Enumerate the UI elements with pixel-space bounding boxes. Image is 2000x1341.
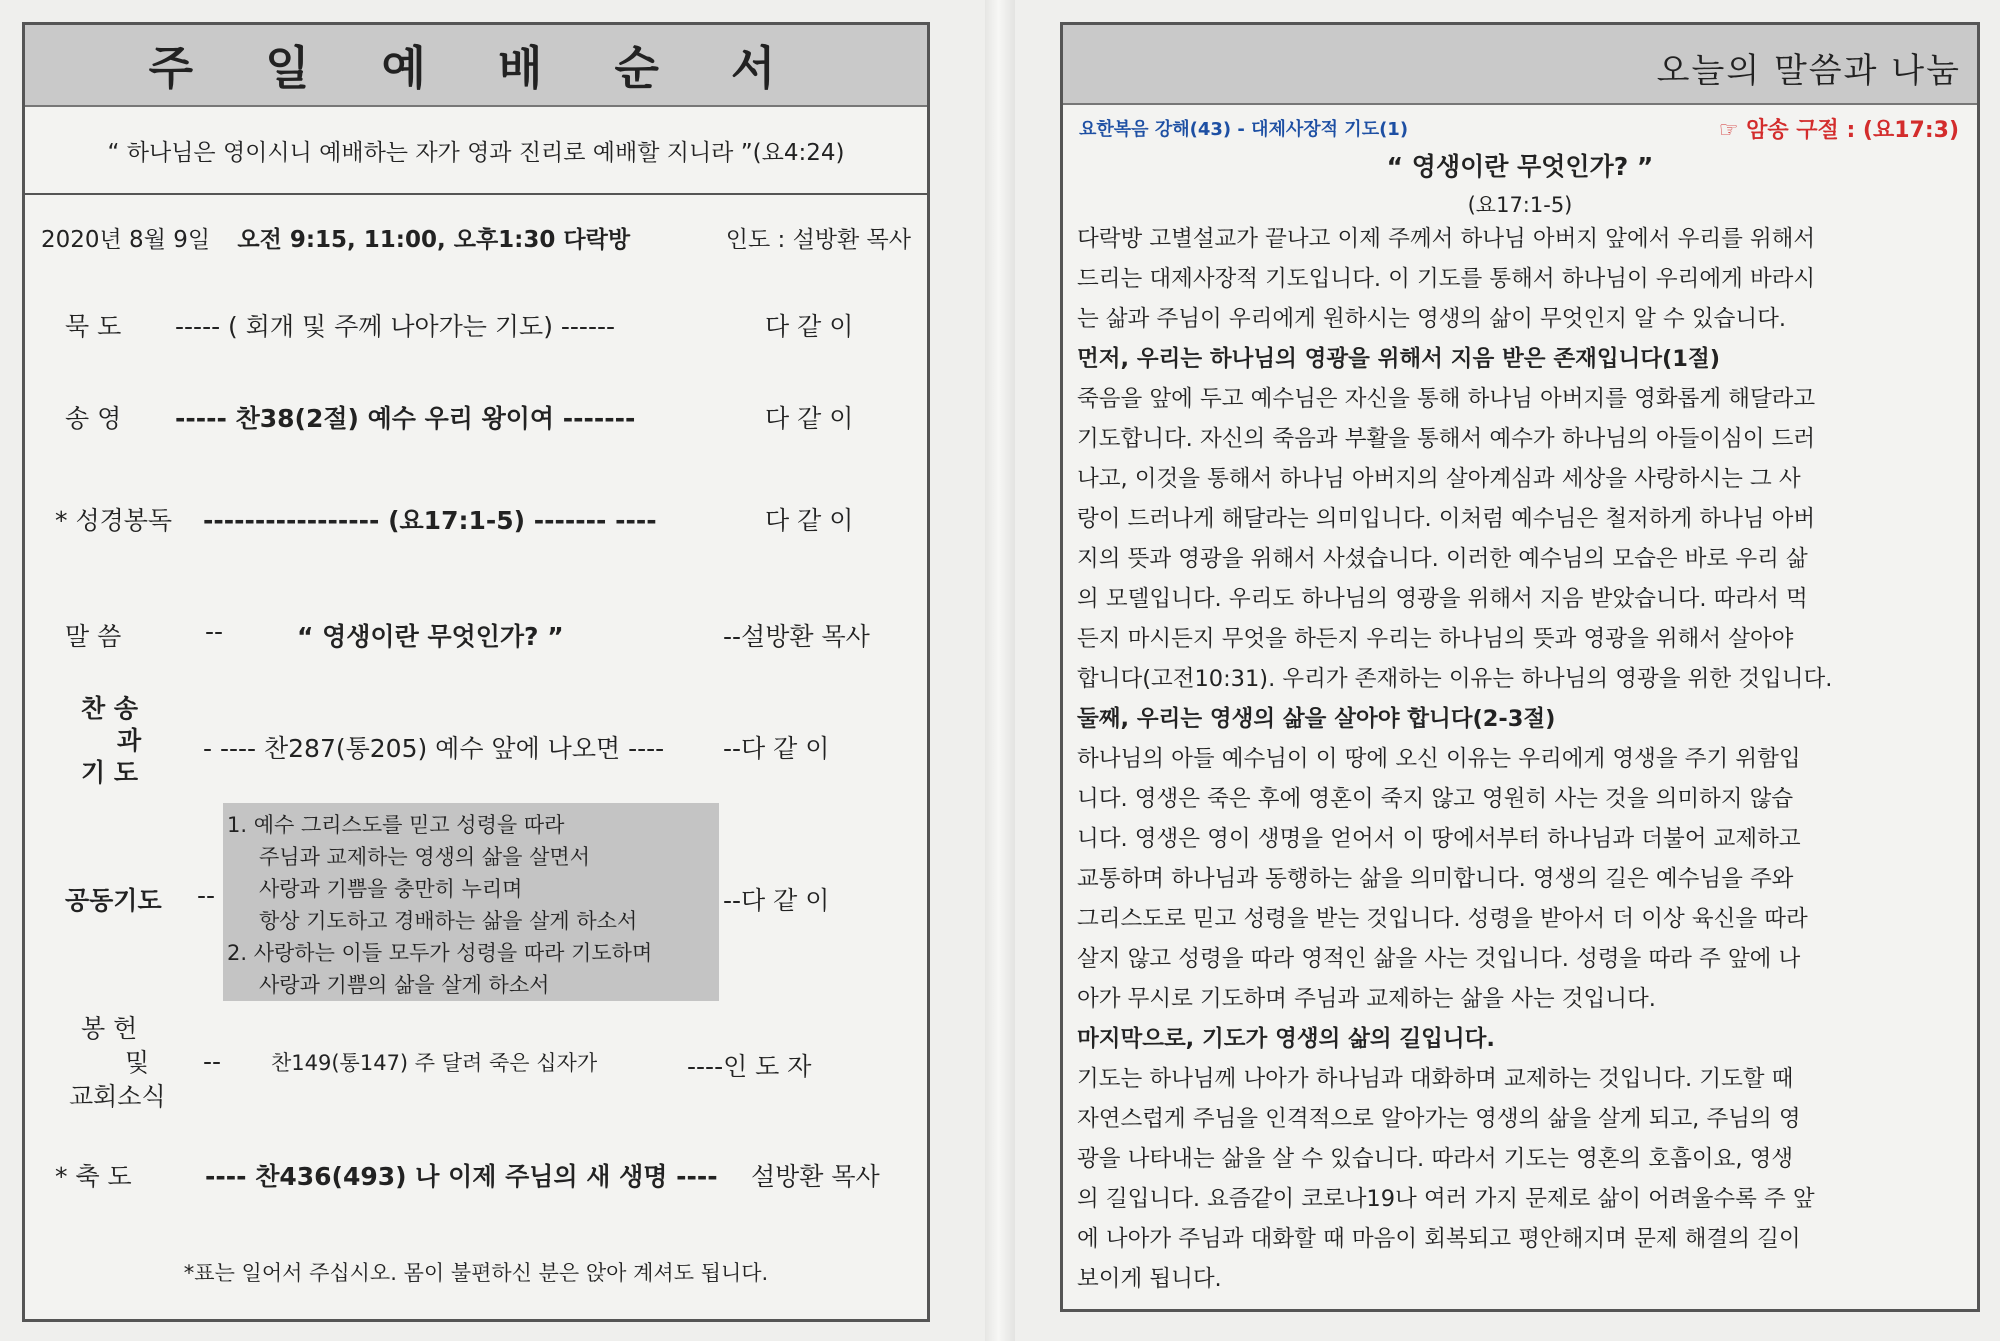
order-performer: 다 같 이 [765, 404, 854, 433]
order-detail: ---- 찬436(493) 나 이제 주님의 새 생명 ---- [205, 1162, 718, 1191]
standing-note: *표는 일어서 주십시오. 몸이 불편하신 분은 앉아 계셔도 됩니다. [183, 1261, 769, 1285]
prayer-line: 주님과 교제하는 영생의 삶을 살면서 [259, 845, 590, 869]
sermon-text-line: 의 길입니다. 요즘같이 코로나19나 여러 가지 문제로 삶이 어려울수록 주 앞 [1077, 1186, 1815, 1212]
sermon-text-line: 하나님의 아들 예수님이 이 땅에 오신 이유는 우리에게 영생을 주기 위함입 [1077, 746, 1801, 772]
service-leader: 인도 : 설방환 목사 [725, 227, 911, 253]
sermon-series: 요한복음 강해(43) - 대제사장적 기도(1) [1079, 119, 1409, 140]
sermon-text-line: 기도는 하나님께 나아가 하나님과 대화하며 교제하는 것입니다. 기도할 때 [1077, 1066, 1794, 1092]
sermon-text-line: 지의 뜻과 영광을 위해서 사셨습니다. 이러한 예수님의 모습은 바로 우리 삶 [1077, 546, 1808, 572]
order-item-scripture-reading [25, 501, 927, 551]
order-label-line: 과 [117, 726, 142, 755]
prayer-line: 항상 기도하고 경배하는 삶을 살게 하소서 [259, 909, 638, 933]
order-item-doxology [25, 399, 927, 449]
worship-order-title: 주 일 예 배 순 서 [148, 41, 804, 95]
sermon-text-line: 살지 않고 성령을 따라 영적인 삶을 사는 것입니다. 성령을 따라 주 앞에 나 [1077, 946, 1801, 972]
theme-verse: “ 하나님은 영이시니 예배하는 자가 영과 진리로 예배할 지니라 ”(요4:24) [25, 107, 927, 195]
sermon-text-line: 는 삶과 주님이 우리에게 원하시는 영생의 삶이 무엇인지 알 수 있습니다. [1077, 306, 1786, 332]
service-date: 2020년 8월 9일 [41, 227, 211, 253]
order-label: * 축 도 [55, 1162, 132, 1191]
service-info [41, 221, 911, 254]
todays-word-panel [1060, 22, 1980, 1312]
order-label: * 성경봉독 [55, 506, 173, 535]
sermon-body [1077, 219, 1963, 1299]
order-dash: -- [203, 1047, 222, 1076]
page-fold [985, 0, 1015, 1341]
order-dash: -- [205, 617, 224, 646]
sermon-text-line: 죽음을 앞에 두고 예수님은 자신을 통해 하나님 아버지를 영화롭게 해달라고 [1077, 386, 1816, 412]
order-performer: --설방환 목사 [723, 622, 870, 651]
sermon-text-line: 기도합니다. 자신의 죽음과 부활을 통해서 예수가 하나님의 아들이심이 드러 [1077, 426, 1816, 452]
order-detail: “ 영생이란 무엇인가? ” [297, 622, 564, 651]
order-label: 말 씀 [65, 622, 122, 651]
sermon-point-heading: 둘째, 우리는 영생의 삶을 살아야 합니다(2-3절) [1077, 706, 1556, 732]
sermon-title: “ 영생이란 무엇인가? ” [1386, 152, 1654, 181]
sermon-text-line: 광을 나타내는 삶을 살 수 있습니다. 따라서 기도는 영혼의 호흡이요, 영생 [1077, 1146, 1794, 1172]
todays-word-title: 오늘의 말씀과 나눔 [1656, 51, 1961, 91]
worship-order-header [25, 25, 927, 107]
order-detail: ----- 찬38(2절) 예수 우리 왕이여 ------- [175, 404, 636, 433]
todays-word-header [1063, 25, 1977, 105]
order-performer: ----인 도 자 [687, 1052, 812, 1081]
sermon-point-heading: 마지막으로, 기도가 영생의 삶의 길입니다. [1077, 1026, 1495, 1052]
memory-verse: ☞ 암송 구절 : (요17:3) [1718, 118, 1959, 143]
sermon-text-line: 드리는 대제사장적 기도입니다. 이 기도를 통해서 하나님이 우리에게 바라시 [1077, 266, 1816, 292]
sermon-text-line: 그리스도로 믿고 성령을 받는 것입니다. 성령을 받아서 더 이상 육신을 따라 [1077, 906, 1808, 932]
sermon-text-line: 의 모델입니다. 우리도 하나님의 영광을 위해서 지음 받았습니다. 따라서 먹 [1077, 586, 1808, 612]
order-item-hymn-and-prayer [25, 689, 927, 809]
sermon-text-line: 보이게 됩니다. [1077, 1266, 1222, 1292]
order-performer: 설방환 목사 [751, 1162, 880, 1191]
sermon-text-line: 자연스럽게 주님을 인격적으로 알아가는 영생의 삶을 살게 되고, 주님의 영 [1077, 1106, 1801, 1132]
order-label-line: 교회소식 [69, 1082, 166, 1111]
order-label: 공동기도 [65, 886, 162, 915]
prayer-line: 1. 예수 그리스도를 믿고 성령을 따라 [227, 813, 565, 837]
order-detail: - ---- 찬287(통205) 예수 앞에 나오면 ---- [203, 734, 665, 763]
order-performer: --다 같 이 [723, 886, 830, 915]
order-label-line: 및 [125, 1048, 150, 1077]
worship-order-panel [22, 22, 930, 1322]
order-performer: --다 같 이 [723, 734, 830, 763]
sermon-text-line: 합니다(고전10:31). 우리가 존재하는 이유는 하나님의 영광을 위한 것입니다. [1077, 666, 1833, 692]
order-detail: ----------------- (요17:1-5) ------- ---- [203, 506, 657, 535]
order-detail: ----- ( 회개 및 주께 나아가는 기도) ------ [175, 312, 616, 341]
sermon-text-line: 나고, 이것을 통해서 하나님 아버지의 살아계심과 세상을 사랑하시는 그 사 [1077, 466, 1801, 492]
order-performer: 다 같 이 [765, 506, 854, 535]
common-prayer-box [223, 803, 719, 1001]
order-detail: 찬149(통147) 주 달려 죽은 십자가 [271, 1051, 598, 1075]
sermon-text-line: 든지 마시든지 무엇을 하든지 우리는 하나님의 뜻과 영광을 위해서 살아야 [1077, 626, 1794, 652]
sermon-text-line: 니다. 영생은 죽은 후에 영혼이 죽지 않고 영원히 사는 것을 의미하지 않습 [1077, 786, 1794, 812]
order-label-line: 찬 송 [81, 694, 139, 723]
order-label: 묵 도 [65, 312, 122, 341]
order-item-sermon [25, 617, 927, 667]
sermon-text-line: 니다. 영생은 영이 생명을 얻어서 이 땅에서부터 하나님과 더불어 교제하고 [1077, 826, 1801, 852]
sermon-text-line: 아가 무시로 기도하며 주님과 교제하는 삶을 사는 것입니다. [1077, 986, 1656, 1012]
prayer-line: 사랑과 기쁨을 충만히 누리며 [259, 877, 523, 901]
prayer-line: 사랑과 기쁨의 삶을 살게 하소서 [259, 973, 550, 997]
sermon-reference: (요17:1-5) [1467, 193, 1573, 217]
order-item-silent-prayer [25, 307, 927, 357]
order-item-offering-news [25, 1009, 927, 1119]
order-label-line: 봉 헌 [81, 1014, 138, 1043]
order-label-line: 기 도 [81, 758, 139, 787]
service-times: 오전 9:15, 11:00, 오후1:30 다락방 [237, 227, 631, 253]
sermon-text-line: 교통하며 하나님과 동행하는 삶을 의미합니다. 영생의 길은 예수님을 주와 [1077, 866, 1794, 892]
order-dash: -- [197, 881, 216, 910]
prayer-line: 2. 사랑하는 이들 모두가 성령을 따라 기도하며 [227, 941, 653, 965]
sermon-text-line: 에 나아가 주님과 대화할 때 마음이 회복되고 평안해지며 문제 해결의 길이 [1077, 1226, 1801, 1252]
sermon-text-line: 다락방 고별설교가 끝나고 이제 주께서 하나님 아버지 앞에서 우리를 위해서 [1077, 226, 1816, 252]
order-item-benediction [25, 1157, 927, 1207]
order-performer: 다 같 이 [765, 312, 854, 341]
sermon-point-heading: 먼저, 우리는 하나님의 영광을 위해서 지음 받은 존재입니다(1절) [1077, 346, 1720, 372]
order-label: 송 영 [65, 404, 122, 433]
sermon-text-line: 랑이 드러나게 해달라는 의미입니다. 이처럼 예수님은 철저하게 하나님 아버 [1077, 506, 1816, 532]
